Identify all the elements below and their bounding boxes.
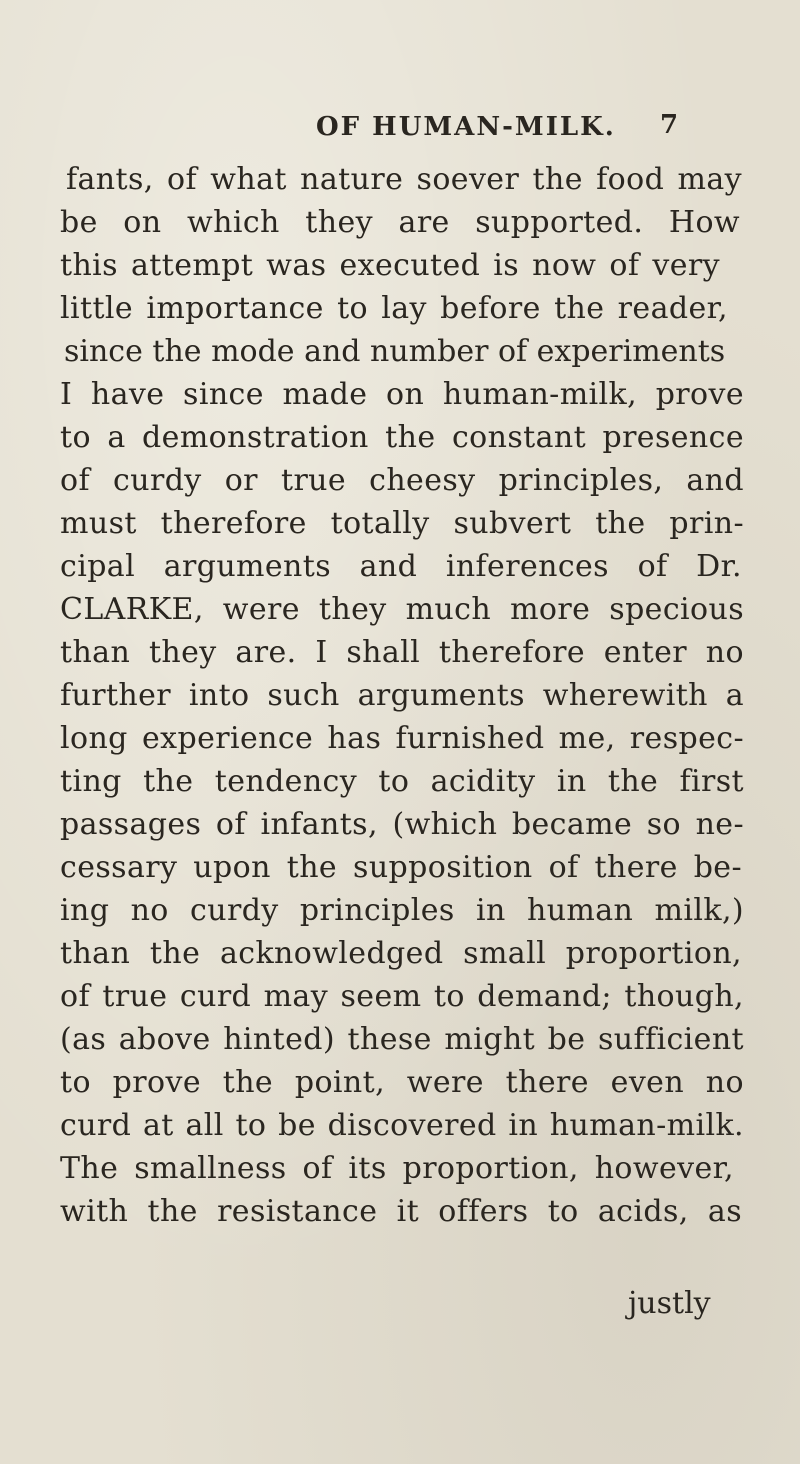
text-line: cipal arguments and inferences of Dr. [60, 549, 742, 584]
text-line: to prove the point, were there even no [60, 1065, 744, 1100]
catchword: justly [628, 1286, 711, 1321]
text-line: than the acknowledged small proportion, [60, 936, 742, 971]
text-line: be on which they are supported. How [60, 205, 740, 240]
text-line: of true curd may seem to demand; though, [60, 979, 744, 1014]
text-line: passages of infants, (which became so ne- [60, 807, 744, 842]
text-line: to a demonstration the constant presence [60, 420, 744, 455]
text-line: with the resistance it offers to acids, as [60, 1194, 742, 1229]
text-line: ing no curdy principles in human milk,) [60, 893, 744, 928]
text-line: this attempt was executed is now of very [60, 248, 720, 283]
text-line: CLARKE, were they much more specious [60, 592, 744, 627]
text-line: of curdy or true cheesy principles, and [60, 463, 744, 498]
page-header [0, 112, 800, 152]
text-line: curd at all to be discovered in human-milk. [60, 1108, 744, 1143]
text-line: cessary upon the supposition of there be- [60, 850, 742, 885]
page-number: 7 [660, 110, 679, 140]
text-line: ting the tendency to acidity in the first [60, 764, 744, 799]
text-line: must therefore totally subvert the prin- [60, 506, 744, 541]
text-line: since the mode and number of experiments [64, 334, 726, 369]
text-line: (as above hinted) these might be sufficient [60, 1022, 744, 1057]
text-line: further into such arguments wherewith a [60, 678, 744, 713]
running-head: OF HUMAN-MILK. [316, 112, 616, 142]
text-line: I have since made on human-milk, prove [60, 377, 744, 412]
text-line: little importance to lay before the reader, [60, 291, 728, 326]
text-line: The smallness of its proportion, however, [60, 1151, 734, 1186]
text-line: long experience has furnished me, respec- [60, 721, 744, 756]
text-line: than they are. I shall therefore enter no [60, 635, 744, 670]
text-line: fants, of what nature soever the food may [66, 162, 742, 197]
